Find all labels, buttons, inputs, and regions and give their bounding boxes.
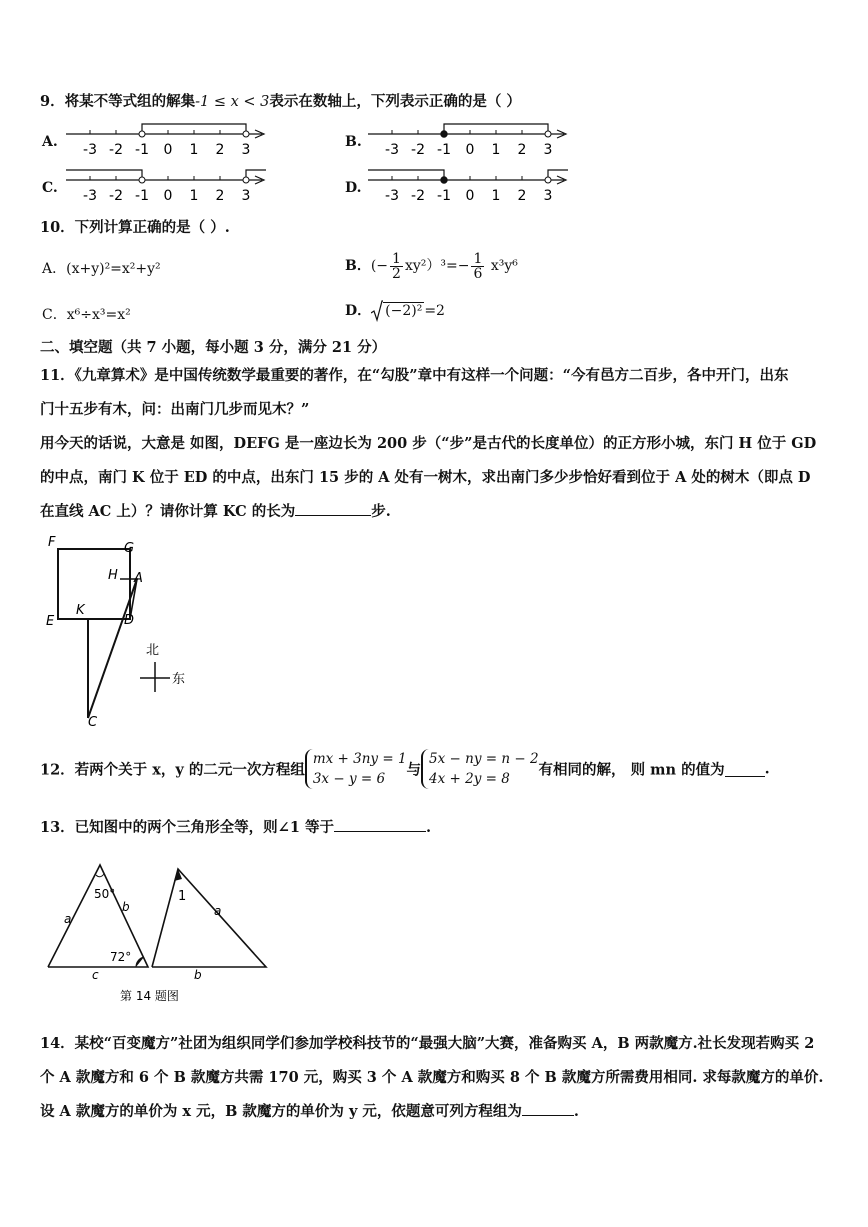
numberline-tick-label: -2 [109,142,123,158]
q11-line-3: 用今天的话说，大意是 如图，DEFG 是一座边长为 200 步（“步”是古代的长度单位）的正方形小城，东门 H 位于 GD [40,435,817,452]
q11-line-2: 门十五步有木，问：出南门几步而见木？” [40,401,310,418]
q9-option-d-label: D. [345,180,362,196]
q12-system-2: 5x − ny = n − 2 4x + 2y = 8 [421,749,539,789]
q11-line-1: 11．《九章算术》是中国传统数学最重要的著作，在“勾股”章中有这样一个问题：“今有邑方二百步，各中开门，出东 [40,367,789,384]
numberline-tick-label: -3 [83,188,97,204]
numberline-tick-label: 3 [543,142,553,158]
numberline-tick-label: -1 [135,142,149,158]
q9-numberline-d [364,164,574,208]
numberline-tick-label: 2 [517,142,527,158]
numberline-tick-label: 2 [215,188,225,204]
numberline-tick-label: 0 [465,188,475,204]
q9-numberline-c [62,164,272,208]
numberline-tick-label: 1 [189,142,199,158]
numberline-tick-label: 1 [491,142,501,158]
numberline-tick-label: 0 [465,142,475,158]
q10-option-b: B．(− $\frac{1}{2}$ xy²）³=− $\frac{1}{6}$ x³y⁶ [345,250,518,282]
q9-option-c-label: C. [42,180,58,196]
q12-system-1: mx + 3ny = 1 3x − y = 6 [305,749,407,789]
q11-label-h: H [108,568,118,583]
numberline-tick-label: -3 [385,188,399,204]
q11-label-g: G [124,541,135,556]
numberline-tick-label: 2 [215,142,225,158]
q13-t1-side-a: a [64,912,72,926]
numberline-tick-label: 3 [241,142,251,158]
sqrt-icon [371,300,383,322]
q10-option-a: A．(x+y)²=x²+y² [42,261,161,277]
q12-answer-blank[interactable] [725,762,765,777]
q9-numberline-b [364,118,574,162]
numberline-tick-label: 1 [189,188,199,204]
q9-stem: 9．将某不等式组的解集-1 ≤ x < 3表示在数轴上，下列表示正确的是（ ） [40,93,521,110]
q9-inequality: -1 ≤ x < 3 [195,94,270,110]
q13-t2-side-b: b [194,968,202,982]
q9-option-b-label: B. [345,134,362,150]
q11-label-k: K [76,603,85,618]
q11-line-5: 在直线 AC 上）？请你计算 KC 的长为 步. [40,503,391,520]
numberline-tick-label: 1 [491,188,501,204]
numberline-tick-label: 3 [543,188,553,204]
q13-t2-angle-1: 1 [178,889,187,904]
q11-line-4: 的中点，南门 K 位于 ED 的中点，出东门 15 步的 A 处有一树木，求出南门多少步恰好看到位于 A 处的树木（即点 D [40,469,811,486]
numberline-tick-label: -3 [83,142,97,158]
q14-answer-blank[interactable] [522,1101,574,1116]
q10-option-d: D． (−2)² =2 [345,300,445,322]
q13-answer-blank[interactable] [334,817,426,832]
q14-line-1: 14．某校“百变魔方”社团为组织同学们参加学校科技节的“最强大脑”大赛，准备购买 A，B 两款魔方.社长发现若购买 2 [40,1035,815,1052]
numberline-tick-label: 0 [163,188,173,204]
q12-line: 12．若两个关于 x，y 的二元一次方程组 mx + 3ny = 1 3x − y = 6 与 5x − ny = n − 2 4x + 2y = 8 有相同的解， 则 mn 的值为 . [40,751,770,787]
q9-numberline-a [62,118,272,162]
numberline-tick-label: 0 [163,142,173,158]
q10-b-fraction-1: $\frac{1}{2}$ [392,250,401,282]
q13-t1-side-c: c [92,968,99,982]
numberline-tick-label: -2 [411,142,425,158]
numberline-tick-label: -3 [385,142,399,158]
q11-label-f: F [48,535,56,550]
q11-label-a: A [134,571,143,586]
q10-stem: 10．下列计算正确的是（ ）. [40,219,230,236]
q13-t1-angle-50: 50° [94,887,116,901]
numberline-tick-label: -2 [109,188,123,204]
q14-line-3: 设 A 款魔方的单价为 x 元，B 款魔方的单价为 y 元，依题意可列方程组为 . [40,1103,579,1120]
q13-t1-side-b: b [122,900,130,914]
q11-label-e: E [46,614,55,629]
q11-figure [40,530,200,730]
q13-stem: 13．已知图中的两个三角形全等，则∠1 等于 . [40,819,432,836]
q11-label-d: D [124,613,135,628]
q10-option-c: C．x⁶÷x³=x² [42,307,131,323]
numberline-tick-label: -1 [437,142,451,158]
numberline-tick-label: 2 [517,188,527,204]
q9-option-a-label: A. [42,134,58,150]
numberline-tick-label: -1 [135,188,149,204]
compass-east-label: 东 [172,672,186,687]
q13-figure [40,855,280,1010]
numberline-tick-label: -2 [411,188,425,204]
q10-b-fraction-2: $\frac{1}{6}$ [473,250,483,282]
q11-label-c: C [88,715,98,730]
compass-north-label: 北 [146,643,160,658]
q14-line-2: 个 A 款魔方和 6 个 B 款魔方共需 170 元，购买 3 个 A 款魔方和购买 8 个 B 款魔方所需费用相同. 求每款魔方的单价. [40,1069,824,1086]
q11-answer-blank[interactable] [295,501,371,516]
q13-figure-caption: 第 14 题图 [120,989,179,1003]
section-title-fill-in: 二、填空题（共 7 小题，每小题 3 分，满分 21 分） [40,339,387,356]
q13-t1-angle-72: 72° [110,950,132,964]
q13-t2-side-a: a [214,904,222,918]
numberline-tick-label: -1 [437,188,451,204]
numberline-tick-label: 3 [241,188,251,204]
